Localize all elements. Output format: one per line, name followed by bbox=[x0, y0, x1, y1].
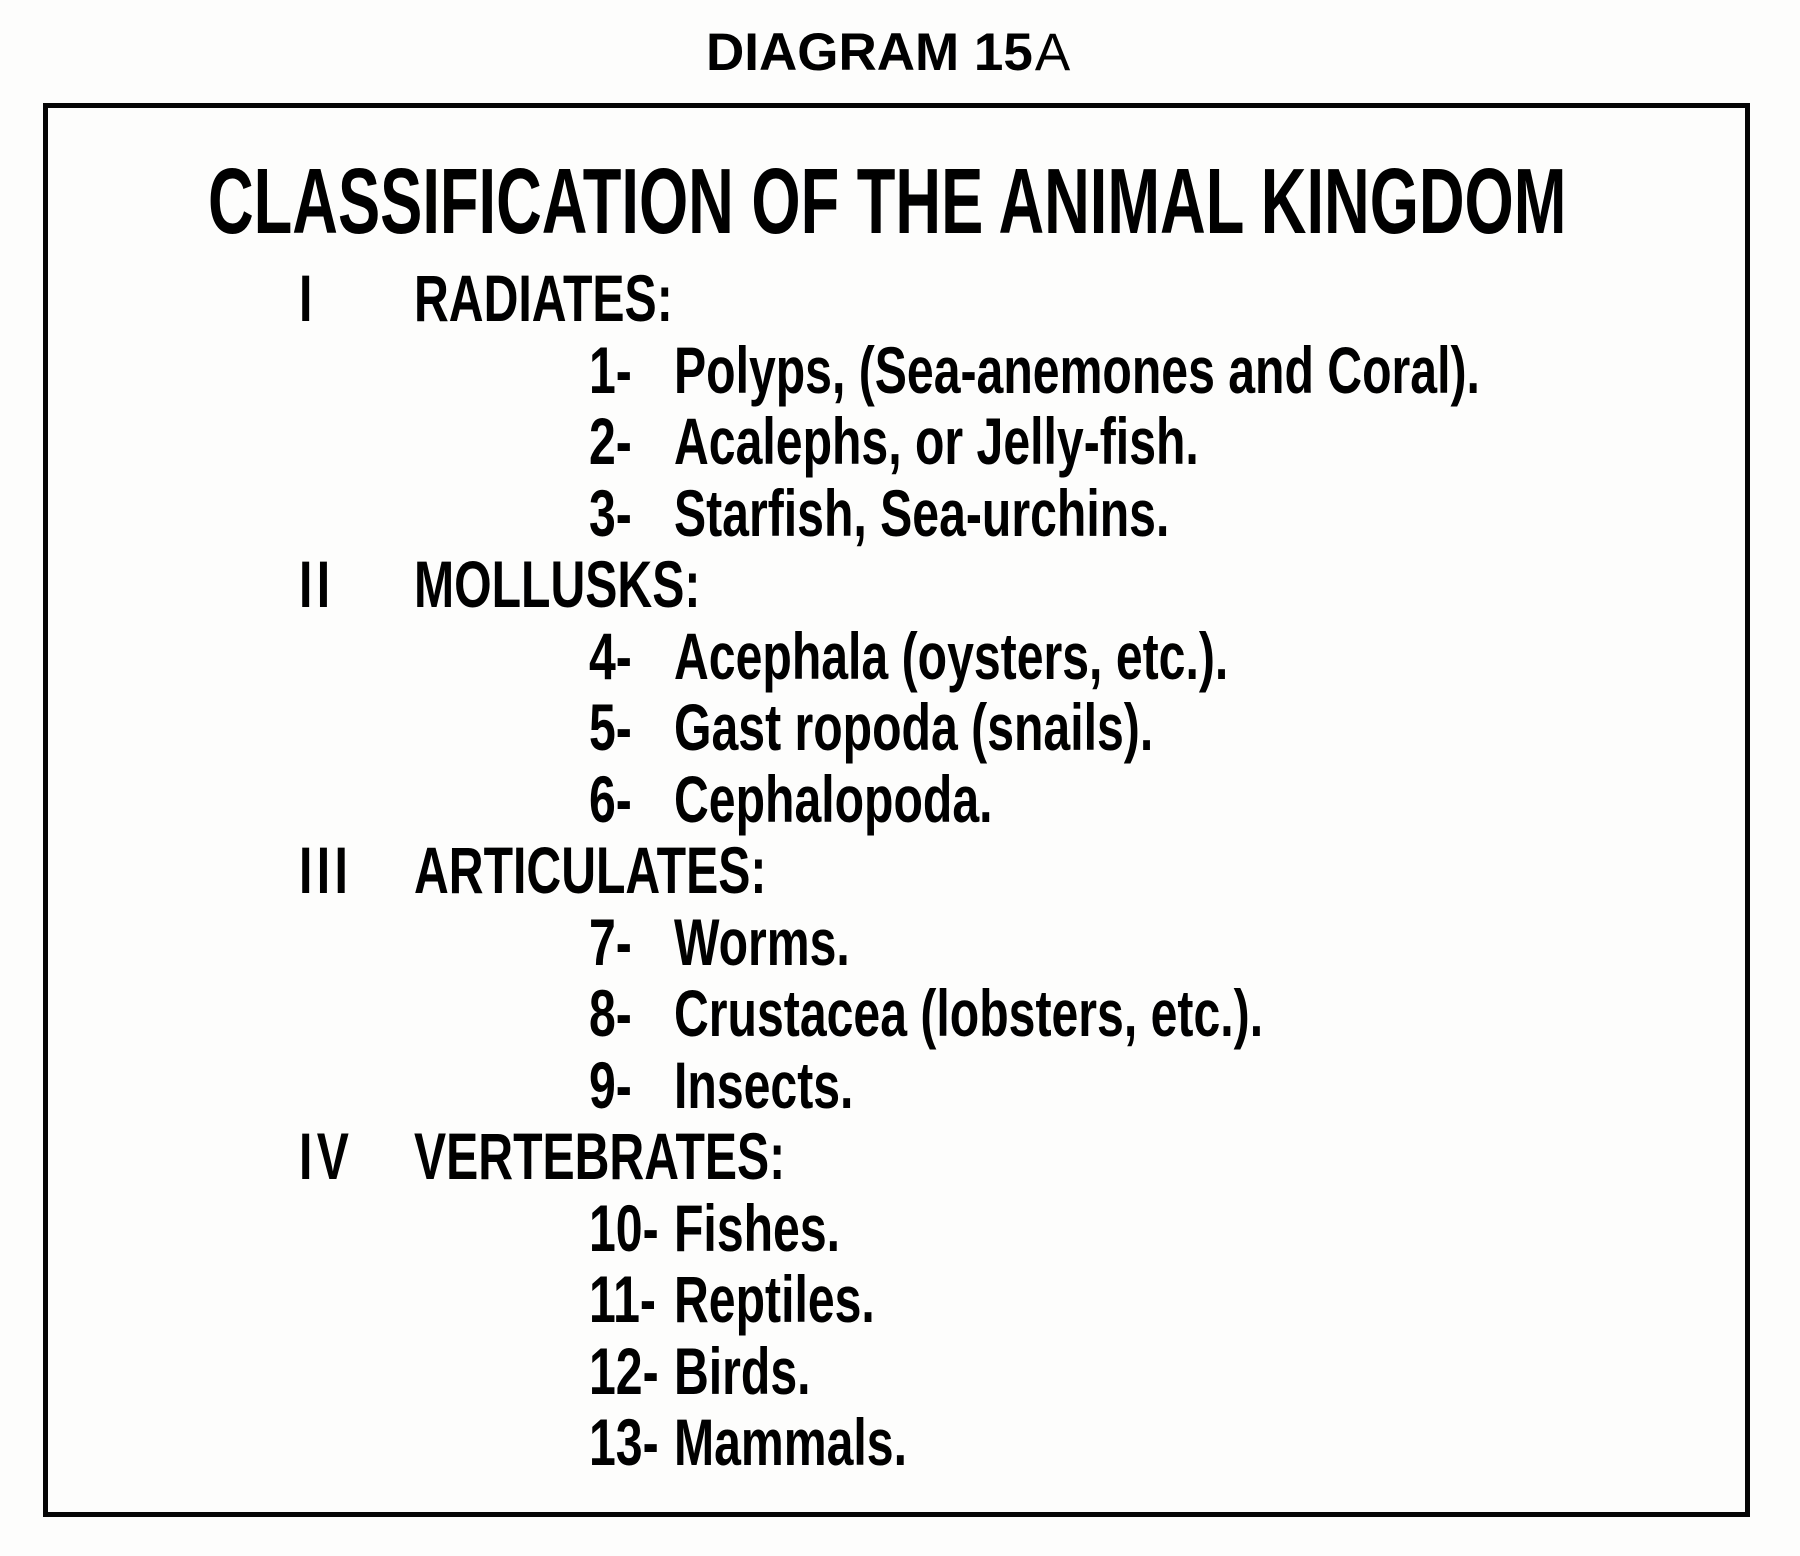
section-numeral: IV bbox=[299, 1119, 354, 1193]
section-label: MOLLUSKS: bbox=[414, 547, 701, 621]
diagram-caption-suffix: A bbox=[1034, 23, 1070, 82]
item-text: Insects. bbox=[674, 1047, 854, 1122]
section-label: VERTEBRATES: bbox=[414, 1119, 786, 1193]
item-number: 6- bbox=[589, 761, 632, 836]
page-title: CLASSIFICATION OF THE ANIMAL KINGDOM bbox=[208, 149, 1567, 253]
section-heading-mollusks bbox=[48, 549, 1745, 621]
item-number: 2- bbox=[589, 404, 632, 478]
item-text: Starfish, Sea-urchins. bbox=[674, 475, 1170, 550]
list-item bbox=[48, 1047, 1745, 1122]
list-item bbox=[48, 332, 1745, 407]
section-numeral: III bbox=[299, 833, 353, 907]
item-number: 8- bbox=[589, 976, 632, 1050]
item-text: Acephala (oysters, etc.). bbox=[674, 618, 1229, 693]
list-item bbox=[48, 692, 1745, 764]
item-number: 9- bbox=[589, 1047, 632, 1122]
diagram-caption-number: DIAGRAM 15 bbox=[706, 23, 1033, 82]
list-item bbox=[48, 406, 1745, 478]
item-text: Birds. bbox=[674, 1333, 811, 1408]
item-text: Polyps, (Sea-anemones and Coral). bbox=[674, 332, 1480, 407]
item-number: 3- bbox=[589, 475, 632, 550]
diagram-border-box bbox=[43, 103, 1750, 1517]
list-item bbox=[48, 1407, 1745, 1479]
item-text: Gast ropoda (snails). bbox=[674, 690, 1154, 764]
diagram-caption bbox=[706, 23, 1070, 82]
list-item bbox=[48, 978, 1745, 1050]
list-item bbox=[48, 618, 1745, 693]
item-number: 4- bbox=[589, 618, 632, 693]
list-item bbox=[48, 1190, 1745, 1265]
list-item bbox=[48, 761, 1745, 836]
list-item bbox=[48, 475, 1745, 550]
list-item bbox=[48, 1333, 1745, 1408]
item-number: 13- bbox=[589, 1405, 659, 1479]
section-heading-radiates bbox=[48, 263, 1745, 335]
item-text: Worms. bbox=[674, 904, 850, 979]
item-number: 11- bbox=[589, 1262, 656, 1336]
section-heading-articulates bbox=[48, 835, 1745, 907]
item-number: 1- bbox=[589, 332, 632, 407]
list-item bbox=[48, 904, 1745, 979]
item-number: 12- bbox=[589, 1333, 659, 1408]
list-item bbox=[48, 1264, 1745, 1336]
item-text: Cephalopoda. bbox=[674, 761, 993, 836]
section-label: RADIATES: bbox=[414, 261, 673, 335]
classification-outline bbox=[48, 263, 1745, 1479]
section-label: ARTICULATES: bbox=[414, 833, 767, 907]
section-heading-vertebrates bbox=[48, 1121, 1745, 1193]
section-numeral: I bbox=[299, 261, 317, 335]
item-text: Acalephs, or Jelly-fish. bbox=[674, 404, 1199, 478]
item-number: 7- bbox=[589, 904, 632, 979]
item-text: Mammals. bbox=[674, 1405, 907, 1479]
item-number: 10- bbox=[589, 1190, 659, 1265]
item-text: Fishes. bbox=[674, 1190, 841, 1265]
item-number: 5- bbox=[589, 690, 632, 764]
item-text: Reptiles. bbox=[674, 1262, 875, 1336]
section-numeral: II bbox=[299, 547, 335, 621]
item-text: Crustacea (lobsters, etc.). bbox=[674, 976, 1264, 1050]
